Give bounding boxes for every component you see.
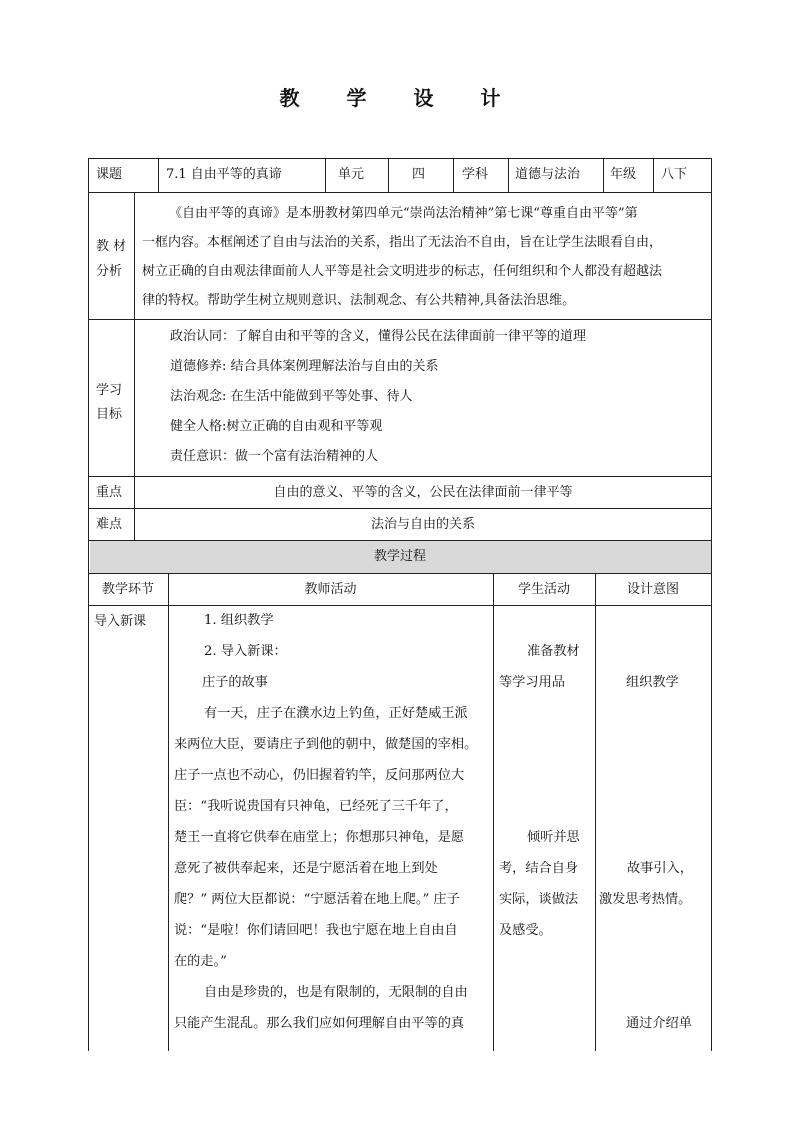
analysis-label-1: 教 材 bbox=[96, 239, 127, 254]
intent-line: 组织教学 bbox=[626, 675, 679, 690]
student-line: 等学习用品 bbox=[499, 675, 565, 690]
student-line: 倾听并思 bbox=[527, 830, 580, 845]
key-point-value: 自由的意义、平等的含义，公民在法律面前一律平等 bbox=[273, 485, 573, 500]
objective-item: 健全人格:树立正确的自由观和平等观 bbox=[170, 419, 383, 434]
analysis-line: 律的特权。帮助学生树立规则意识、法制观念、有公共精神,具备法治思维。 bbox=[142, 293, 576, 308]
teacher-line: 只能产生混乱。那么我们应如何理解自由平等的真 bbox=[174, 1016, 465, 1031]
objective-item: 法治观念: 在生活中能做到平等处事、待人 bbox=[170, 389, 413, 404]
teacher-line: 2. 导入新课： bbox=[204, 644, 287, 659]
analysis-line: 《自由平等的真谛》是本册教材第四单元“崇尚法治精神”第七课“尊重自由平等”第 bbox=[169, 206, 638, 221]
objectives-label-1: 学习 bbox=[96, 383, 123, 398]
key-point-label: 重点 bbox=[96, 485, 123, 500]
student-line: 准备教材 bbox=[527, 644, 580, 659]
process-title: 教学过程 bbox=[373, 549, 426, 564]
teacher-line: 有一天，庄子在濮水边上钓鱼，正好楚威王派 bbox=[204, 706, 468, 721]
student-line: 及感受。 bbox=[499, 923, 552, 938]
teacher-activity bbox=[174, 605, 490, 1039]
teacher-line: 意死了被供奉起来，还是宁愿活着在地上到处 bbox=[174, 861, 438, 876]
intent-line: 通过介绍单 bbox=[626, 1016, 692, 1031]
intent-line: 激发思考热情。 bbox=[599, 892, 692, 907]
teacher-line: 爬？” 两位大臣都说：“宁愿活着在地上爬。” 庄子 bbox=[174, 892, 460, 907]
student-line: 考，结合自身 bbox=[499, 861, 579, 876]
ke-ti-label: 课题 bbox=[96, 167, 123, 182]
analysis-line: 一框内容。本框阐述了自由与法治的关系，指出了无法治不自由，旨在让学生法眼看自由， bbox=[142, 235, 663, 250]
col-intent-header: 设计意图 bbox=[626, 582, 679, 597]
teacher-line: 庄子一点也不动心，仍旧握着钓竿，反问那两位大 bbox=[174, 768, 465, 783]
xue-ke-label: 学科 bbox=[462, 167, 489, 182]
student-line: 实际，谈做法 bbox=[499, 892, 579, 907]
col-student-header: 学生活动 bbox=[517, 582, 570, 597]
teacher-line: 来两位大臣，要请庄子到他的朝中，做楚国的宰相。 bbox=[174, 737, 478, 752]
nian-ji-label: 年级 bbox=[610, 167, 637, 182]
ke-ti-value: 7.1 自由平等的真谛 bbox=[166, 167, 282, 182]
analysis-text bbox=[142, 199, 708, 315]
teacher-line: 说：“是啦！你们请回吧！我也宁愿在地上自由自 bbox=[174, 923, 458, 938]
teacher-line: 1. 组织教学 bbox=[204, 613, 274, 628]
intent-3 bbox=[626, 1008, 710, 1039]
teacher-line: 在的走。” bbox=[174, 954, 227, 969]
col-teacher-header: 教师活动 bbox=[304, 582, 357, 597]
dan-yuan-value: 四 bbox=[412, 167, 426, 182]
objective-item: 责任意识：做一个富有法治精神的人 bbox=[170, 449, 379, 464]
student-activity-1 bbox=[499, 636, 593, 698]
teacher-line: 臣：“我听说贵国有只神龟，已经死了三千年了， bbox=[174, 799, 458, 814]
dan-yuan-label: 单元 bbox=[338, 167, 365, 182]
teacher-line: 庄子的故事 bbox=[202, 675, 268, 690]
teacher-line: 楚王一直将它供奉在庙堂上；你想那只神龟，是愿 bbox=[174, 830, 465, 845]
intent-2 bbox=[599, 853, 709, 915]
student-activity-2 bbox=[499, 822, 593, 946]
teacher-line: 自由是珍贵的，也是有限制的，无限制的自由 bbox=[204, 985, 468, 1000]
col-step-header: 教学环节 bbox=[101, 582, 154, 597]
nian-ji-value: 八下 bbox=[661, 167, 688, 182]
objective-item: 政治认同：了解自由和平等的含义，懂得公民在法律面前一律平等的道理 bbox=[170, 329, 587, 344]
intent-1 bbox=[626, 667, 710, 698]
objectives-label-2: 目标 bbox=[96, 407, 123, 422]
analysis-label-2: 分析 bbox=[96, 264, 123, 279]
objectives-list bbox=[170, 322, 700, 472]
difficulty-value: 法治与自由的关系 bbox=[370, 517, 475, 532]
xue-ke-value: 道德与法治 bbox=[515, 167, 581, 182]
step-name: 导入新课 bbox=[94, 614, 147, 629]
difficulty-label: 难点 bbox=[96, 517, 123, 532]
document-title: 教 学 设 计 bbox=[279, 86, 521, 110]
analysis-line: 树立正确的自由观法律面前人人平等是社会文明进步的标志，任何组织和个人都没有超越法 bbox=[142, 264, 663, 279]
intent-line: 故事引入， bbox=[627, 861, 693, 876]
objective-item: 道德修养: 结合具体案例理解法治与自由的关系 bbox=[170, 359, 439, 374]
